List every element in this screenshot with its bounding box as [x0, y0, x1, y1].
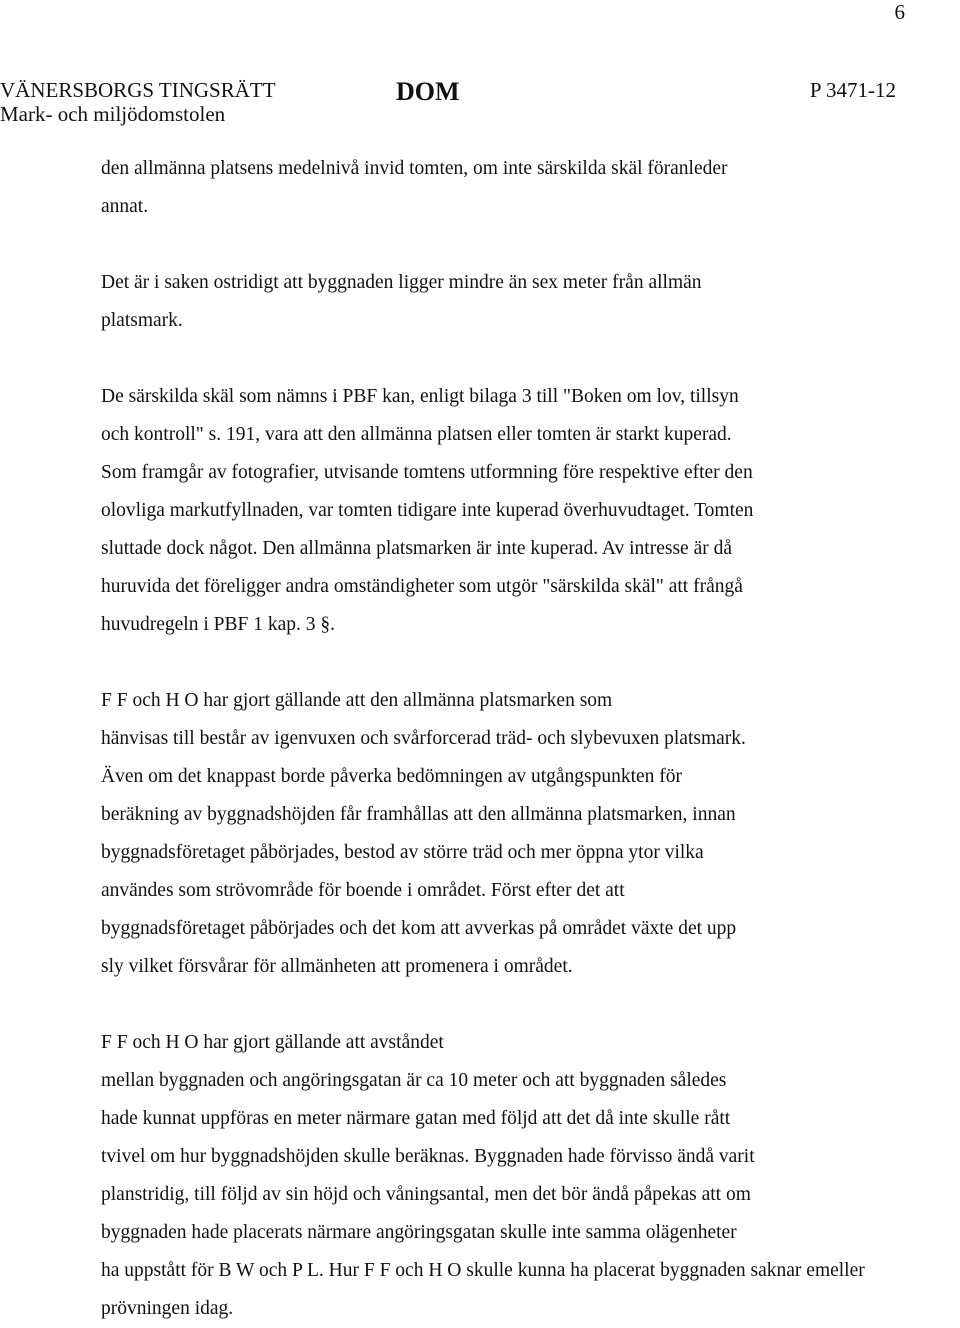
text-line: den allmänna platsens medelnivå invid tomten, om inte särskilda skäl föranleder — [101, 158, 728, 179]
text-line: användes som strövområde för boende i området. Först efter det att — [101, 880, 625, 901]
paragraph — [101, 1024, 960, 1328]
text-line: huruvida det föreligger andra omständigheter som utgör "särskilda skäl" att frångå — [101, 576, 743, 597]
text-line: hänvisas till består av igenvuxen och svårforcerad träd- och slybevuxen platsmark. — [101, 728, 746, 749]
paragraph — [101, 378, 960, 644]
paragraph-gap — [101, 986, 960, 1024]
text-line: tvivel om hur byggnadshöjden skulle beräknas. Byggnaden hade förvisso ändå varit — [101, 1146, 755, 1167]
paragraph-gap — [101, 340, 960, 378]
text-line: ha uppstått för B W och P L. Hur F F och H O skulle kunna ha placerat byggnaden saknar emeller — [101, 1260, 865, 1281]
text-line: hade kunnat uppföras en meter närmare gatan med följd att det då inte skulle rått — [101, 1108, 731, 1129]
text-line: F F och H O har gjort gällande att avståndet — [101, 1032, 444, 1053]
paragraph — [101, 150, 960, 226]
text-line: planstridig, till följd av sin höjd och våningsantal, men det bör ändå påpekas att om — [101, 1184, 751, 1205]
text-line: F F och H O har gjort gällande att den allmänna platsmarken som — [101, 690, 613, 711]
paragraph-gap — [101, 644, 960, 682]
document-body — [101, 150, 960, 1328]
court-division: Mark- och miljödomstolen — [0, 102, 226, 126]
text-line: De särskilda skäl som nämns i PBF kan, enligt bilaga 3 till "Boken om lov, tillsyn — [101, 386, 739, 407]
text-line: platsmark. — [101, 310, 183, 331]
text-line: Även om det knappast borde påverka bedömningen av utgångspunkten för — [101, 766, 683, 787]
text-line: byggnadsföretaget påbörjades, bestod av större träd och mer öppna ytor vilka — [101, 842, 704, 863]
text-line: sly vilket försvårar för allmänheten att promenera i området. — [101, 956, 573, 977]
text-line: huvudregeln i PBF 1 kap. 3 §. — [101, 614, 335, 635]
text-line: annat. — [101, 196, 149, 217]
text-line: prövningen idag. — [101, 1298, 234, 1319]
text-line: beräkning av byggnadshöjden får framhållas att den allmänna platsmarken, innan — [101, 804, 736, 825]
paragraph — [101, 264, 960, 340]
text-line: Som framgår av fotografier, utvisande tomtens utformning före respektive efter den — [101, 462, 753, 483]
paragraph-gap — [101, 226, 960, 264]
text-line: mellan byggnaden och angöringsgatan är ca 10 meter och att byggnaden således — [101, 1070, 727, 1091]
document-type: DOM — [396, 77, 460, 106]
paragraph — [101, 682, 960, 986]
text-line: och kontroll" s. 191, vara att den allmänna platsen eller tomten är starkt kuperad. — [101, 424, 732, 445]
page-number: 6 — [894, 0, 905, 24]
case-number: P 3471-12 — [809, 78, 896, 102]
document-header — [0, 78, 960, 130]
text-line: byggnaden hade placerats närmare angöringsgatan skulle inte samma olägenheter — [101, 1222, 737, 1243]
text-line: Det är i saken ostridigt att byggnaden ligger mindre än sex meter från allmän — [101, 272, 702, 293]
text-line: byggnadsföretaget påbörjades och det kom att avverkas på området växte det upp — [101, 918, 737, 939]
court-block — [0, 78, 276, 126]
text-line: sluttade dock något. Den allmänna platsmarken är inte kuperad. Av intresse är då — [101, 538, 733, 559]
court-name: VÄNERSBORGS TINGSRÄTT — [0, 78, 276, 102]
text-line: olovliga markutfyllnaden, var tomten tidigare inte kuperad överhuvudtaget. Tomten — [101, 500, 754, 521]
